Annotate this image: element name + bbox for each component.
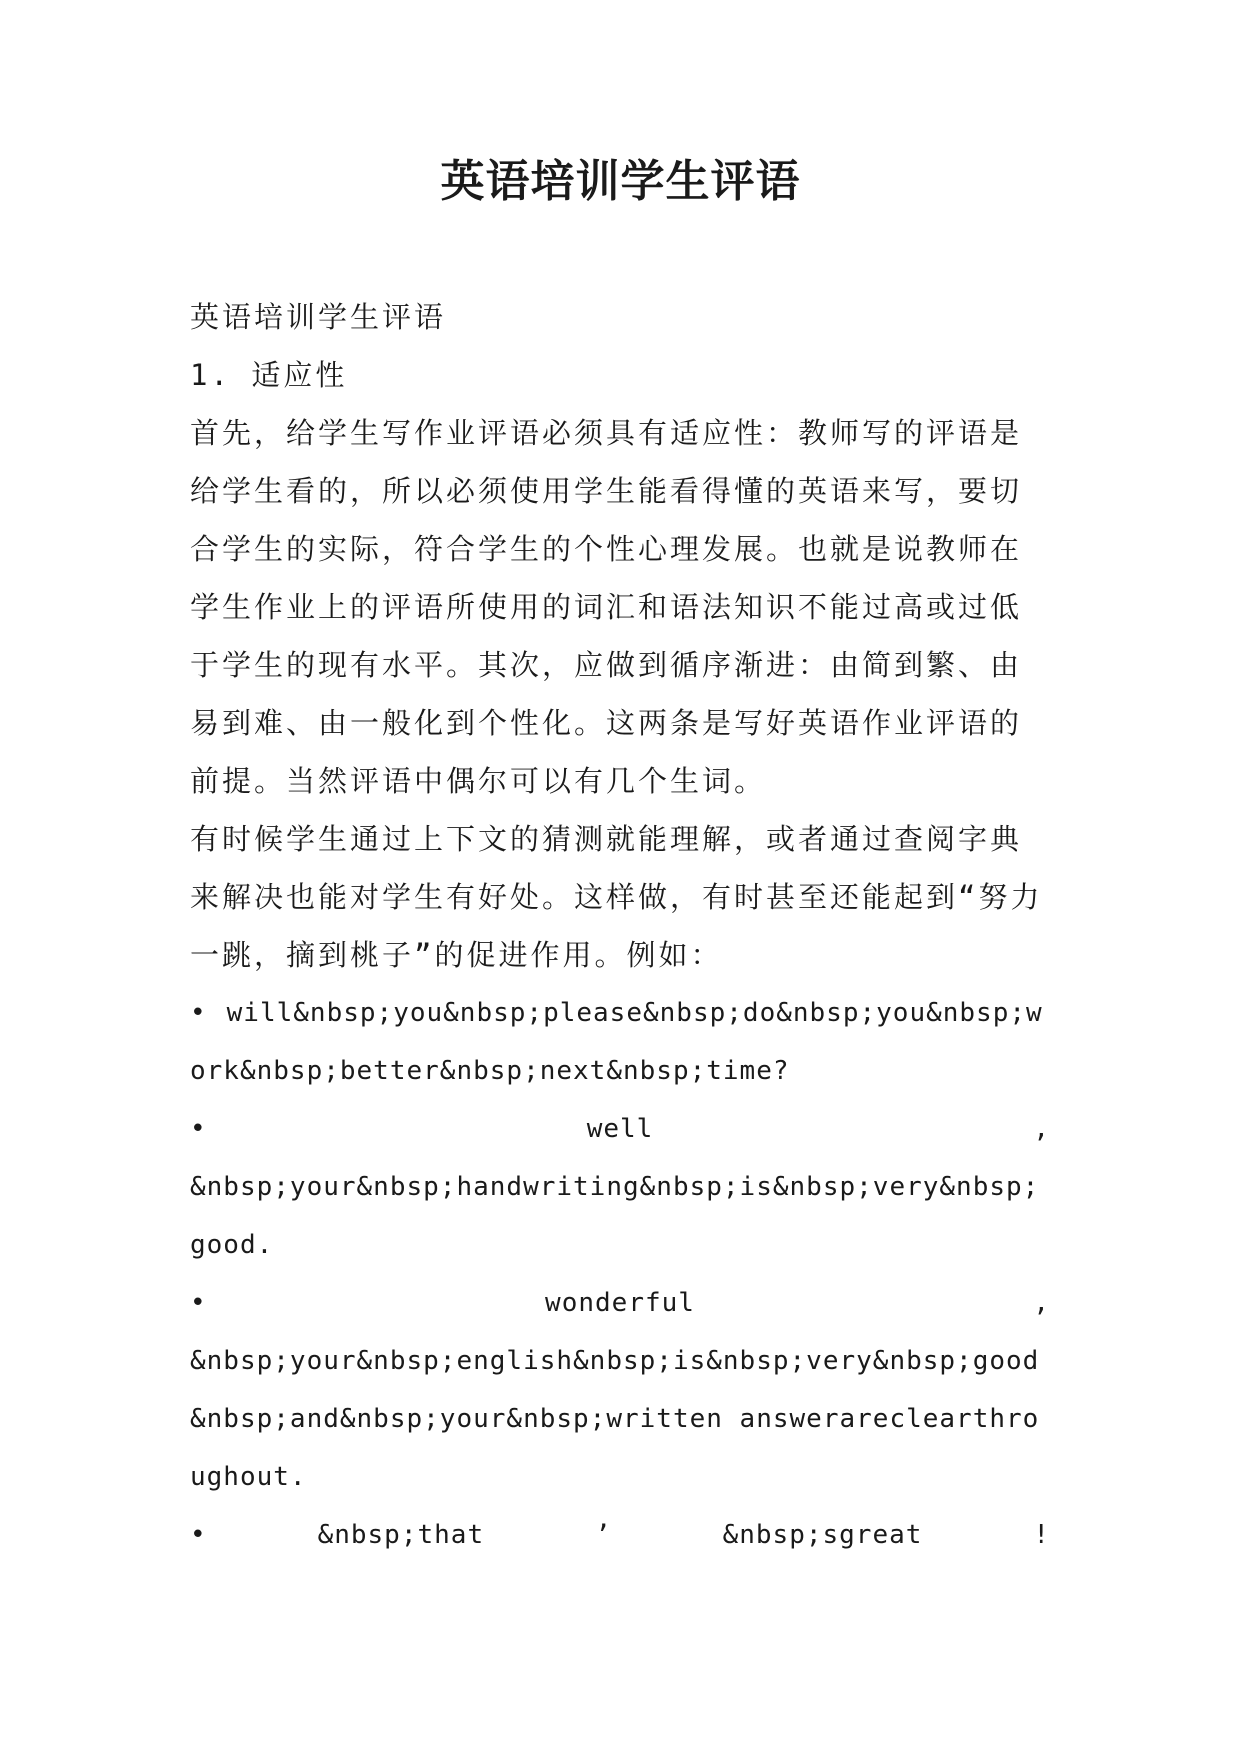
document-body [190,288,1050,1564]
example-fragment: &nbsp;sgreat [722,1520,923,1550]
section-heading: 1. 适应性 [190,358,348,392]
example-header-row [190,1274,1050,1332]
example-text: &nbsp;your&nbsp;handwriting&nbsp;is&nbsp;very&nbsp;good. [190,1172,1040,1260]
example-fragment: ! [1033,1520,1050,1550]
bullet-icon: • [190,1288,207,1318]
example-text: will&nbsp;you&nbsp;please&nbsp;do&nbsp;you&nbsp;work&nbsp;better&nbsp;next&nbsp;time? [190,998,1043,1086]
example-item [190,1100,1050,1274]
page-title: 英语培训学生评语 [440,156,801,207]
paragraph-adaptability: 首先，给学生写作业评语必须具有适应性：教师写的评语是给学生看的，所以必须使用学生能看得懂的英语来写，要切合学生的实际，符合学生的个性心理发展。也就是说教师在学生作业上的评语所使用的词汇和语法知识不能过高或过低于学生的现有水平。其次，应做到循序渐进：由简到繁、由易到难、由一般化到个性化。这两条是写好英语作业评语的前提。当然评语中偶尔可以有几个生词。 [190,416,1023,798]
document-subtitle: 英语培训学生评语 [190,300,447,334]
example-item [190,1506,1050,1564]
bullet-icon: • [190,1114,207,1144]
example-item [190,984,1050,1100]
example-item [190,1274,1050,1506]
example-punctuation: , [1033,1114,1050,1144]
example-fragment: &nbsp;that [317,1520,485,1550]
bullet-icon: • [190,998,207,1028]
example-keyword: wonderful [545,1288,695,1318]
example-punctuation: , [1033,1288,1050,1318]
bullet-icon: • [190,1520,207,1550]
example-keyword: well [586,1114,654,1144]
example-text: &nbsp;your&nbsp;english&nbsp;is&nbsp;very&nbsp;good&nbsp;and&nbsp;your&nbsp;written answerareclearthroughout. [190,1346,1040,1492]
example-header-row [190,1506,1050,1564]
example-fragment: ’ [595,1520,612,1550]
example-header-row [190,1100,1050,1158]
paragraph-guessing: 有时候学生通过上下文的猜测就能理解，或者通过查阅字典来解决也能对学生有好处。这样做，有时甚至还能起到“努力一跳，摘到桃子”的促进作用。例如： [190,822,1043,972]
